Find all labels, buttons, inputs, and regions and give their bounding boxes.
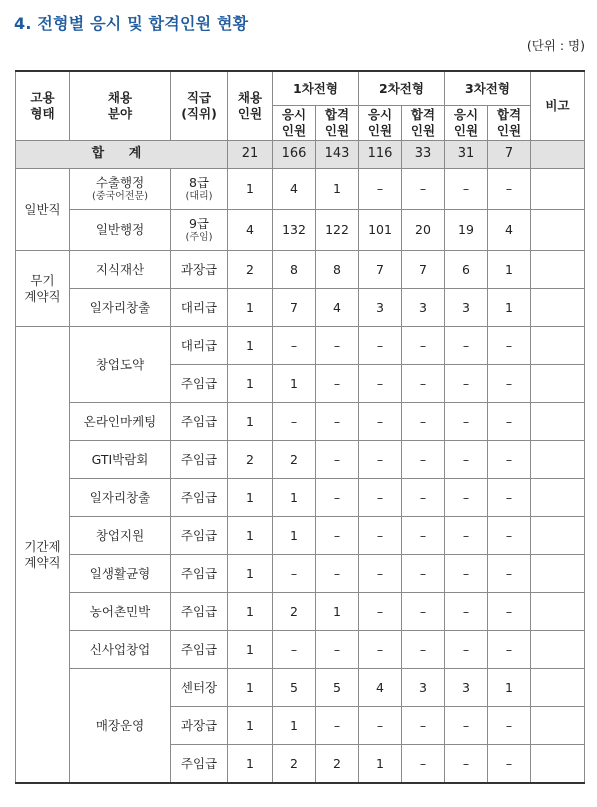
value-cell: 1 <box>228 169 273 210</box>
table-row <box>16 631 585 669</box>
value-cell: 1 <box>273 517 316 555</box>
value-cell: – <box>445 631 488 669</box>
table-body <box>16 141 585 784</box>
value-cell: 1 <box>228 707 273 745</box>
value-cell: – <box>488 631 531 669</box>
note-cell <box>531 169 585 210</box>
value-cell: 4 <box>316 289 359 327</box>
value-cell: – <box>316 365 359 403</box>
value-cell: 1 <box>273 479 316 517</box>
value-cell: 2 <box>273 441 316 479</box>
table-row <box>16 441 585 479</box>
rank-cell: 대리급 <box>171 327 228 365</box>
value-cell: – <box>445 403 488 441</box>
value-cell: 7 <box>273 289 316 327</box>
value-cell: 1 <box>228 669 273 707</box>
note-cell <box>531 403 585 441</box>
value-cell: – <box>359 631 402 669</box>
value-cell: – <box>488 745 531 784</box>
value-cell: – <box>273 631 316 669</box>
value-cell: – <box>402 403 445 441</box>
value-cell: 1 <box>316 169 359 210</box>
value-cell: 2 <box>316 745 359 784</box>
header-hire: 채용 인원 <box>228 71 273 141</box>
value-cell: – <box>316 631 359 669</box>
value-cell: 8 <box>273 251 316 289</box>
value-cell: 2 <box>273 745 316 784</box>
field-cell: 일자리창출 <box>70 289 171 327</box>
header-stage1: 1차전형 <box>273 71 359 106</box>
type-cell: 일반직 <box>16 169 70 251</box>
value-cell: 1 <box>228 517 273 555</box>
header-type: 고용 형태 <box>16 71 70 141</box>
value-cell: 2 <box>273 593 316 631</box>
value-cell: 4 <box>273 169 316 210</box>
value-cell: 2 <box>228 251 273 289</box>
value-cell: 4 <box>228 210 273 251</box>
value-cell: 2 <box>228 441 273 479</box>
total-cell: 143 <box>316 141 359 169</box>
value-cell: – <box>316 479 359 517</box>
field-cell: 매장운영 <box>70 669 171 784</box>
value-cell: – <box>273 555 316 593</box>
value-cell: – <box>359 593 402 631</box>
value-cell: 6 <box>445 251 488 289</box>
value-cell: – <box>445 555 488 593</box>
value-cell: – <box>445 745 488 784</box>
header-apply-3: 응시 인원 <box>445 106 488 141</box>
header-stage3: 3차전형 <box>445 71 531 106</box>
rank-sub-label: (주임) <box>185 231 213 243</box>
rank-sub-label: (대리) <box>185 190 213 202</box>
total-cell: 21 <box>228 141 273 169</box>
rank-label: 9급 <box>188 216 210 232</box>
note-cell <box>531 210 585 251</box>
value-cell: 20 <box>402 210 445 251</box>
value-cell: 7 <box>359 251 402 289</box>
note-cell <box>531 707 585 745</box>
value-cell: – <box>273 403 316 441</box>
value-cell: 3 <box>402 669 445 707</box>
value-cell: 3 <box>445 669 488 707</box>
value-cell: 3 <box>402 289 445 327</box>
table-row <box>16 210 585 251</box>
value-cell: – <box>488 327 531 365</box>
value-cell: – <box>445 169 488 210</box>
value-cell: 1 <box>228 327 273 365</box>
value-cell: 1 <box>228 289 273 327</box>
value-cell: – <box>488 403 531 441</box>
total-label: 합 계 <box>16 141 228 169</box>
value-cell: 5 <box>316 669 359 707</box>
value-cell: 19 <box>445 210 488 251</box>
field-cell: 일반행정 <box>70 210 171 251</box>
note-cell <box>531 479 585 517</box>
total-cell: 31 <box>445 141 488 169</box>
value-cell: 122 <box>316 210 359 251</box>
table-row <box>16 403 585 441</box>
value-cell: – <box>359 365 402 403</box>
value-cell: 1 <box>488 251 531 289</box>
field-cell: 일자리창출 <box>70 479 171 517</box>
value-cell: 8 <box>316 251 359 289</box>
header-apply-1: 응시 인원 <box>273 106 316 141</box>
total-cell: 166 <box>273 141 316 169</box>
rank-cell: 과장급 <box>171 707 228 745</box>
header-note: 비고 <box>531 71 585 141</box>
value-cell: – <box>445 327 488 365</box>
field-cell: 신사업창업 <box>70 631 171 669</box>
table-row <box>16 479 585 517</box>
field-cell: 창업도약 <box>70 327 171 403</box>
value-cell: 1 <box>273 365 316 403</box>
field-cell: 지식재산 <box>70 251 171 289</box>
value-cell: – <box>316 327 359 365</box>
value-cell: – <box>402 745 445 784</box>
value-cell: – <box>488 169 531 210</box>
value-cell: – <box>359 479 402 517</box>
note-cell <box>531 251 585 289</box>
value-cell: 4 <box>359 669 402 707</box>
note-cell <box>531 289 585 327</box>
value-cell: 1 <box>228 745 273 784</box>
rank-cell: 주임급 <box>171 517 228 555</box>
table-row <box>16 669 585 707</box>
value-cell: 1 <box>273 707 316 745</box>
total-cell: 116 <box>359 141 402 169</box>
rank-cell: 주임급 <box>171 403 228 441</box>
value-cell: – <box>359 403 402 441</box>
note-cell <box>531 745 585 784</box>
value-cell: 1 <box>228 365 273 403</box>
field-cell: GTI박람회 <box>70 441 171 479</box>
unit-label: (단위 : 명) <box>526 38 585 53</box>
value-cell: – <box>316 441 359 479</box>
note-cell <box>531 327 585 365</box>
header-pass-3: 합격 인원 <box>488 106 531 141</box>
value-cell: 3 <box>445 289 488 327</box>
rank-label: 8급 <box>188 175 210 191</box>
value-cell: – <box>445 593 488 631</box>
total-row <box>16 141 585 169</box>
value-cell: – <box>402 593 445 631</box>
rank-cell: 주임급 <box>171 441 228 479</box>
value-cell: 1 <box>228 631 273 669</box>
value-cell: – <box>488 593 531 631</box>
value-cell: 4 <box>488 210 531 251</box>
header-stage2: 2차전형 <box>359 71 445 106</box>
value-cell: 1 <box>228 479 273 517</box>
note-cell <box>531 669 585 707</box>
value-cell: – <box>273 327 316 365</box>
applicants-table <box>15 70 585 784</box>
value-cell: – <box>359 555 402 593</box>
value-cell: – <box>445 441 488 479</box>
value-cell: 1 <box>316 593 359 631</box>
value-cell: 1 <box>228 593 273 631</box>
header-apply-2: 응시 인원 <box>359 106 402 141</box>
value-cell: 132 <box>273 210 316 251</box>
value-cell: – <box>316 555 359 593</box>
value-cell: – <box>402 169 445 210</box>
value-cell: – <box>488 555 531 593</box>
value-cell: 101 <box>359 210 402 251</box>
value-cell: – <box>488 707 531 745</box>
value-cell: 5 <box>273 669 316 707</box>
header-field: 채용 분야 <box>70 71 171 141</box>
rank-cell: 주임급 <box>171 593 228 631</box>
rank-cell: 주임급 <box>171 555 228 593</box>
value-cell: – <box>488 441 531 479</box>
table-row <box>16 593 585 631</box>
note-cell <box>531 517 585 555</box>
field-sub-label: (중국어전문) <box>91 190 149 202</box>
total-cell: 7 <box>488 141 531 169</box>
value-cell: – <box>359 441 402 479</box>
value-cell: 1 <box>228 403 273 441</box>
note-cell <box>531 441 585 479</box>
note-cell <box>531 555 585 593</box>
page-title: 4. 전형별 응시 및 합격인원 현황 <box>14 14 249 33</box>
value-cell: – <box>316 517 359 555</box>
total-note <box>531 141 585 169</box>
rank-cell: 주임급 <box>171 745 228 784</box>
note-cell <box>531 631 585 669</box>
field-cell <box>70 169 171 210</box>
rank-cell: 주임급 <box>171 479 228 517</box>
table-row <box>16 251 585 289</box>
type-cell: 무기 계약직 <box>16 251 70 327</box>
rank-cell <box>171 210 228 251</box>
value-cell: – <box>488 517 531 555</box>
total-cell: 33 <box>402 141 445 169</box>
table-row <box>16 169 585 210</box>
value-cell: – <box>359 517 402 555</box>
value-cell: – <box>359 707 402 745</box>
table-row <box>16 555 585 593</box>
value-cell: 7 <box>402 251 445 289</box>
value-cell: – <box>402 327 445 365</box>
note-cell <box>531 365 585 403</box>
value-cell: – <box>359 169 402 210</box>
note-cell <box>531 593 585 631</box>
field-cell: 농어촌민박 <box>70 593 171 631</box>
header-pass-2: 합격 인원 <box>402 106 445 141</box>
value-cell: 1 <box>228 555 273 593</box>
value-cell: – <box>402 479 445 517</box>
value-cell: – <box>402 441 445 479</box>
value-cell: – <box>445 479 488 517</box>
value-cell: 1 <box>488 669 531 707</box>
field-cell: 일생활균형 <box>70 555 171 593</box>
header-rank: 직급 (직위) <box>171 71 228 141</box>
table-row <box>16 327 585 365</box>
header-pass-1: 합격 인원 <box>316 106 359 141</box>
value-cell: – <box>316 707 359 745</box>
value-cell: – <box>488 479 531 517</box>
table-row <box>16 517 585 555</box>
value-cell: 1 <box>488 289 531 327</box>
value-cell: – <box>359 327 402 365</box>
value-cell: – <box>445 517 488 555</box>
rank-cell: 주임급 <box>171 631 228 669</box>
table-row <box>16 289 585 327</box>
field-cell: 온라인마케팅 <box>70 403 171 441</box>
field-cell: 창업지원 <box>70 517 171 555</box>
value-cell: – <box>445 365 488 403</box>
value-cell: – <box>488 365 531 403</box>
rank-cell: 대리급 <box>171 289 228 327</box>
value-cell: – <box>402 707 445 745</box>
value-cell: – <box>445 707 488 745</box>
type-cell: 기간제 계약직 <box>16 327 70 784</box>
value-cell: – <box>402 365 445 403</box>
rank-cell: 과장급 <box>171 251 228 289</box>
value-cell: – <box>402 555 445 593</box>
rank-cell: 센터장 <box>171 669 228 707</box>
value-cell: – <box>316 403 359 441</box>
rank-cell: 주임급 <box>171 365 228 403</box>
value-cell: – <box>402 517 445 555</box>
value-cell: – <box>402 631 445 669</box>
field-label: 수출행정 <box>95 175 145 191</box>
rank-cell <box>171 169 228 210</box>
value-cell: 1 <box>359 745 402 784</box>
value-cell: 3 <box>359 289 402 327</box>
